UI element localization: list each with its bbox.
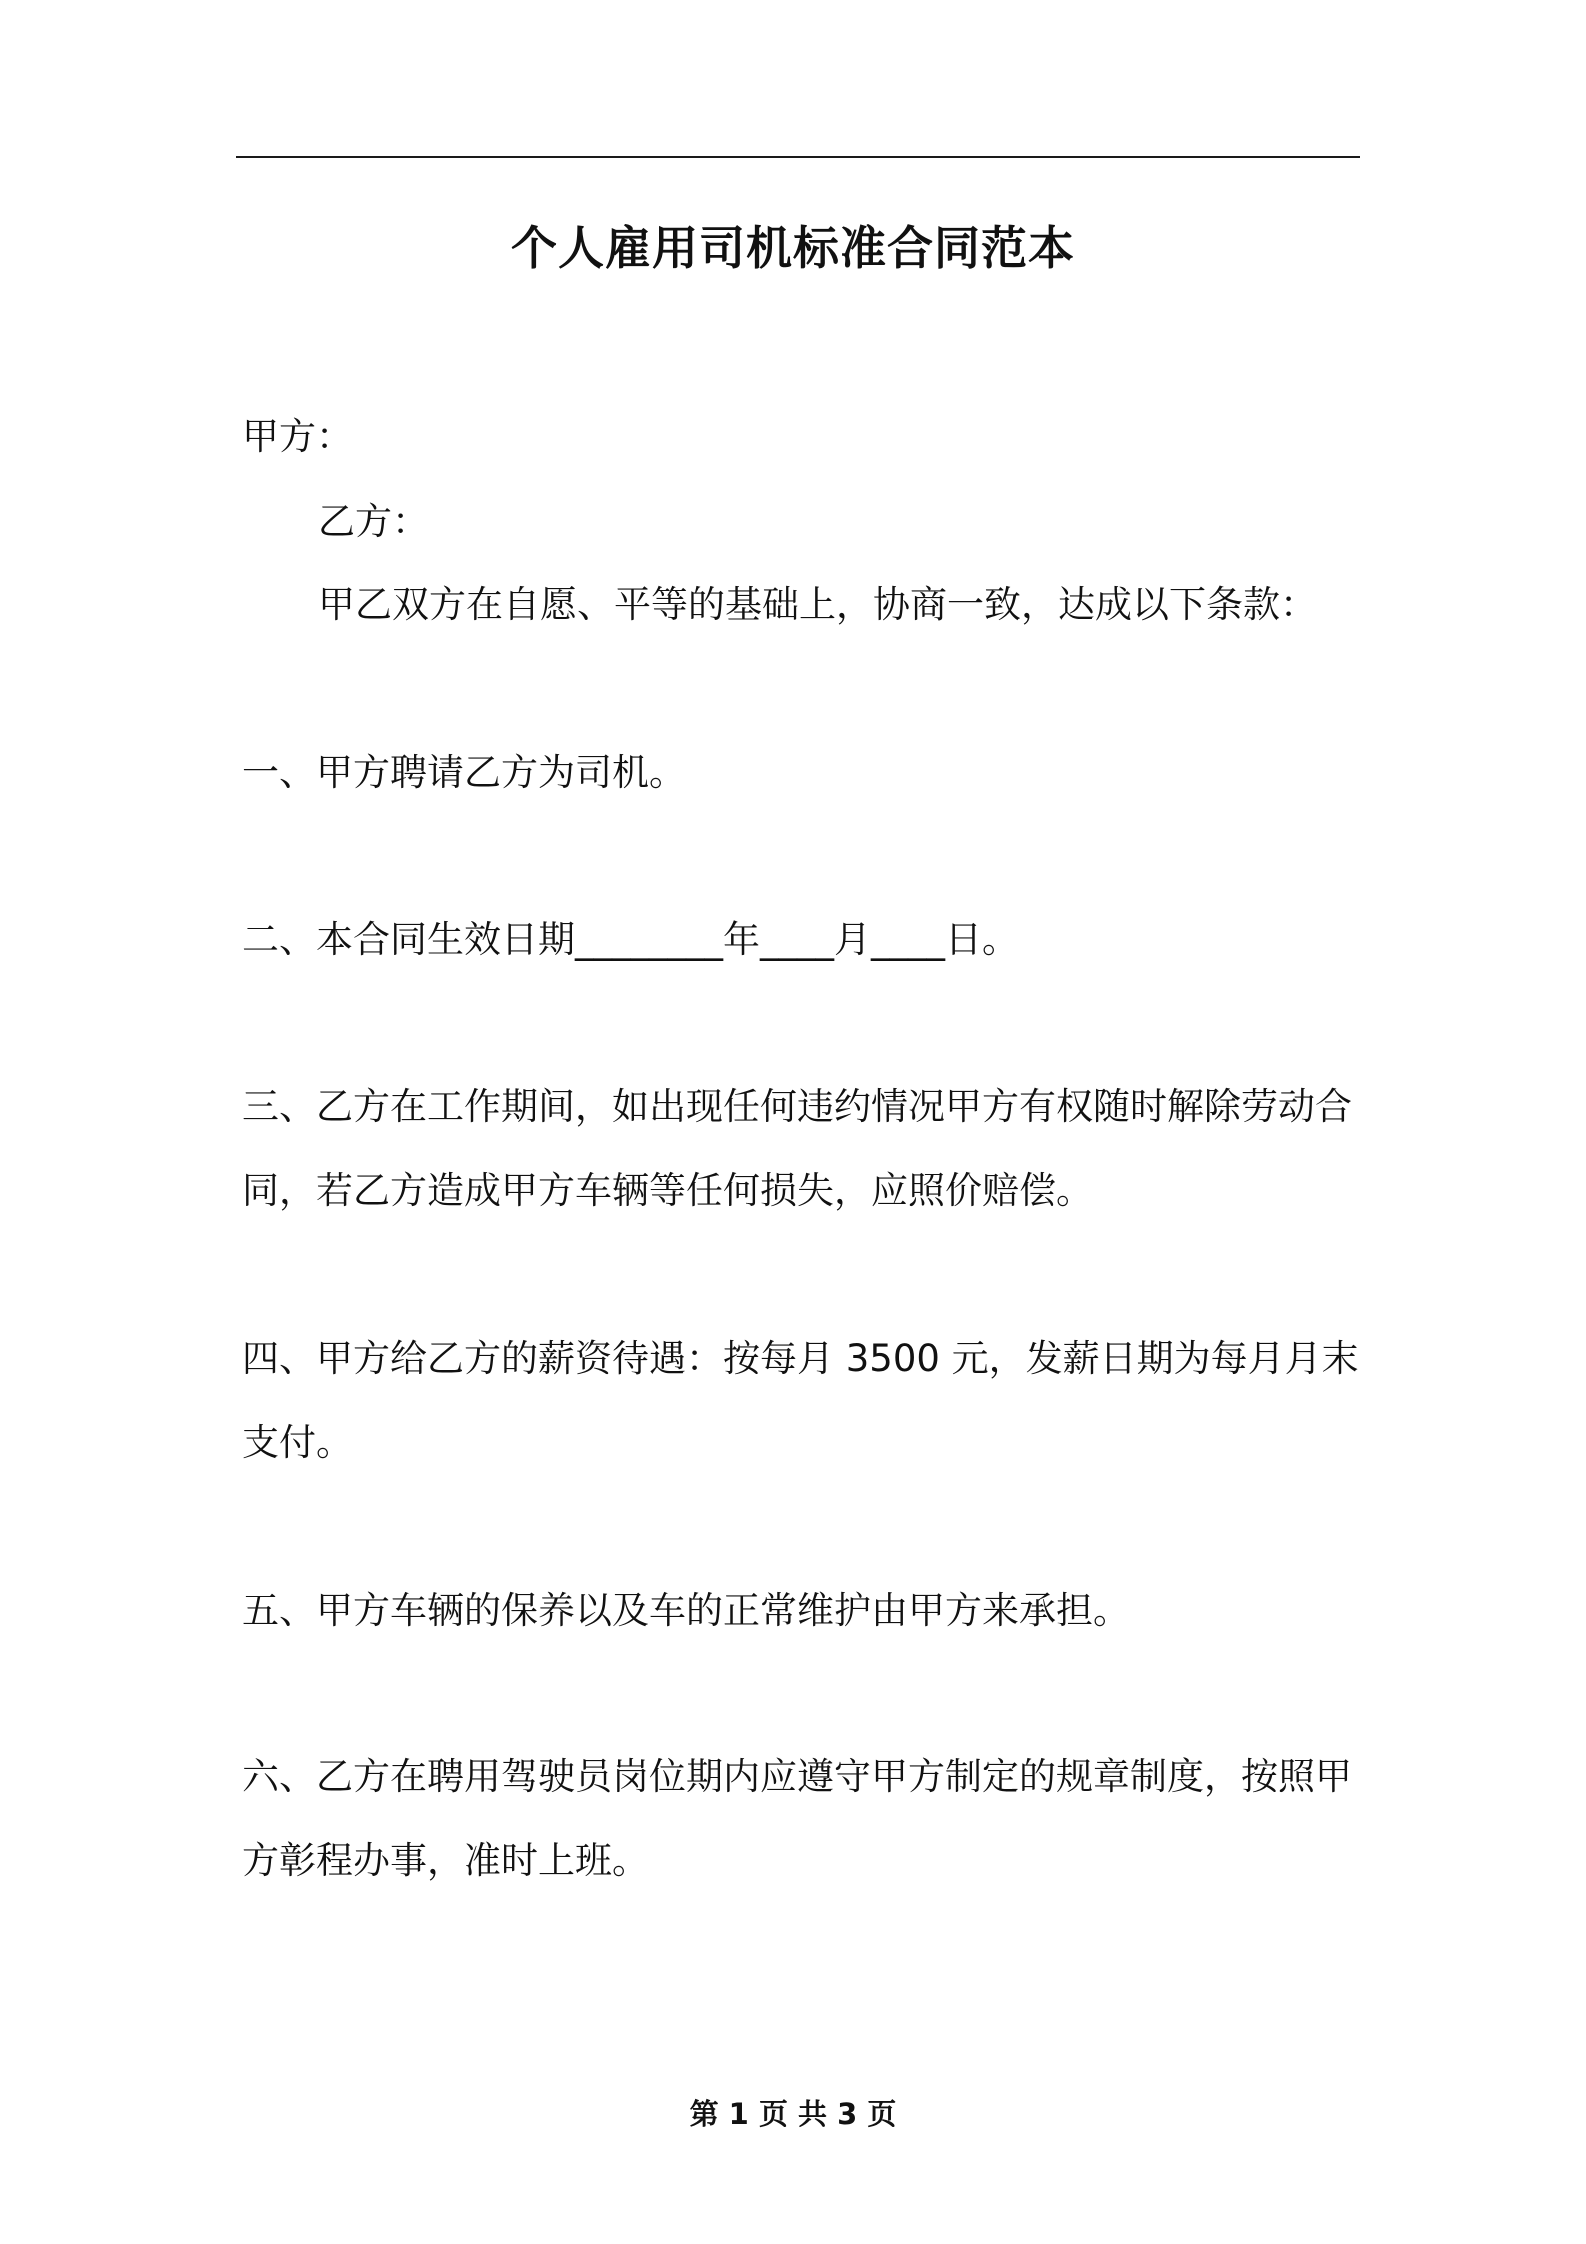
clause-6-line-2: 方彰程办事，准时上班。 <box>242 1839 649 1882</box>
header-rule <box>236 156 1360 158</box>
page-number-footer: 第 1 页 共 3 页 <box>689 2097 897 2131</box>
clause-6-line-1: 六、乙方在聘用驾驶员岗位期内应遵守甲方制定的规章制度，按照甲 <box>242 1755 1352 1798</box>
clause-2: 二、本合同生效日期________年____月____日。 <box>242 918 1019 961</box>
document-title: 个人雇用司机标准合同范本 <box>511 221 1075 275</box>
clause-4-line-1: 四、甲方给乙方的薪资待遇：按每月 3500 元，发薪日期为每月月末 <box>242 1337 1359 1380</box>
intro-paragraph: 甲乙双方在自愿、平等的基础上，协商一致，达成以下条款： <box>318 583 1317 626</box>
party-b-label: 乙方： <box>318 500 429 543</box>
clause-3-line-2: 同，若乙方造成甲方车辆等任何损失，应照价赔偿。 <box>242 1169 1093 1212</box>
party-a-label: 甲方： <box>242 415 353 458</box>
clause-1: 一、甲方聘请乙方为司机。 <box>242 751 686 794</box>
clause-5: 五、甲方车辆的保养以及车的正常维护由甲方来承担。 <box>242 1589 1130 1632</box>
clause-3-line-1: 三、乙方在工作期间，如出现任何违约情况甲方有权随时解除劳动合 <box>242 1085 1352 1128</box>
clause-4-line-2: 支付。 <box>242 1421 353 1464</box>
